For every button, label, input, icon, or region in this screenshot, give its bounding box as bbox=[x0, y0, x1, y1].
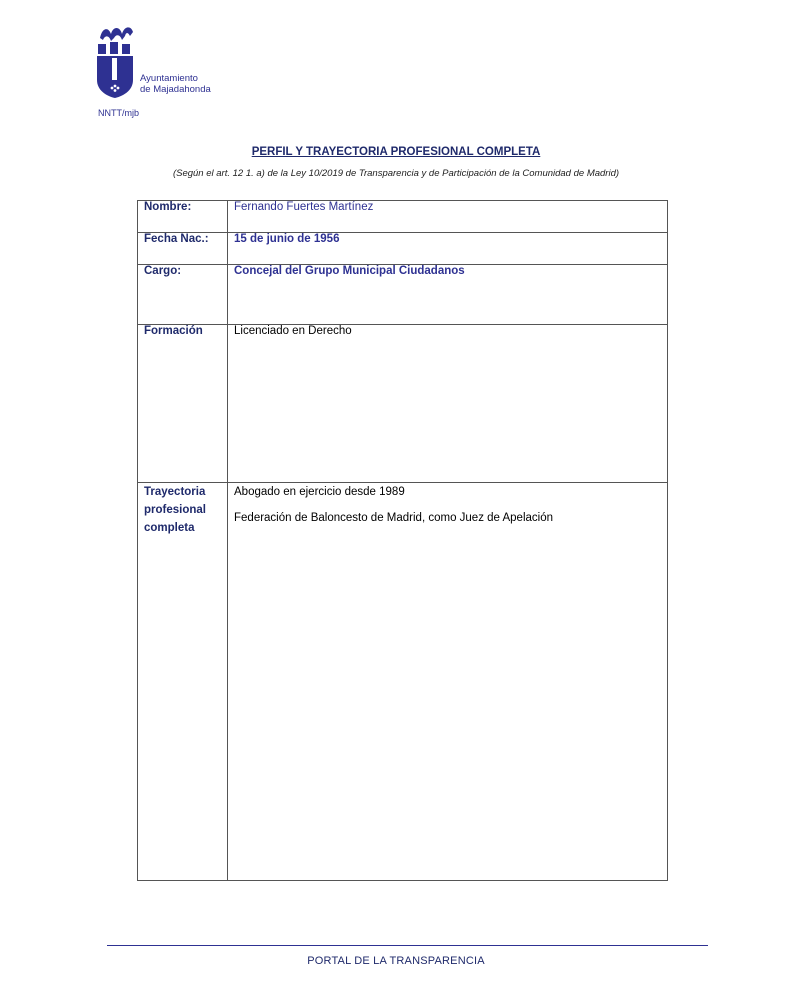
profile-table bbox=[137, 200, 668, 881]
trayectoria-item: Abogado en ejercicio desde 1989 bbox=[234, 486, 405, 498]
logo-line-1: Ayuntamiento bbox=[140, 73, 198, 84]
table-row-fecha bbox=[138, 233, 668, 265]
cargo-value: Concejal del Grupo Municipal Ciudadanos bbox=[228, 265, 668, 325]
nombre-value: Fernando Fuertes Martínez bbox=[228, 201, 668, 233]
trayectoria-label-line-2: profesional bbox=[144, 504, 206, 516]
formacion-value: Licenciado en Derecho bbox=[228, 325, 668, 483]
footer-text: PORTAL DE LA TRANSPARENCIA bbox=[307, 955, 485, 967]
fecha-label: Fecha Nac.: bbox=[138, 233, 228, 265]
reference-code: NNTT/mjb bbox=[98, 108, 139, 118]
cargo-label: Cargo: bbox=[138, 265, 228, 325]
document-title bbox=[0, 146, 792, 158]
table-row-nombre bbox=[138, 201, 668, 233]
trayectoria-label-line-3: completa bbox=[144, 522, 195, 534]
table-row-formacion bbox=[138, 325, 668, 483]
trayectoria-label bbox=[138, 483, 228, 881]
footer-divider bbox=[107, 945, 708, 946]
logo-line-2: de Majadahonda bbox=[140, 84, 211, 95]
document-title-text: PERFIL Y TRAYECTORIA PROFESIONAL COMPLETA bbox=[251, 146, 541, 158]
trayectoria-item: Federación de Baloncesto de Madrid, como Juez de Apelación bbox=[234, 512, 554, 524]
table-row-cargo bbox=[138, 265, 668, 325]
document-subtitle: (Según el art. 12 1. a) de la Ley 10/2019 de Transparencia y de Participación de la Comunidad de Madrid) bbox=[172, 168, 620, 179]
trayectoria-label-line-1: Trayectoria bbox=[144, 486, 206, 498]
trayectoria-value bbox=[228, 483, 668, 881]
nombre-label: Nombre: bbox=[138, 201, 228, 233]
fecha-value: 15 de junio de 1956 bbox=[228, 233, 668, 265]
table-row-trayectoria bbox=[138, 483, 668, 881]
logo-text bbox=[140, 73, 211, 95]
formacion-label: Formación bbox=[138, 325, 228, 483]
